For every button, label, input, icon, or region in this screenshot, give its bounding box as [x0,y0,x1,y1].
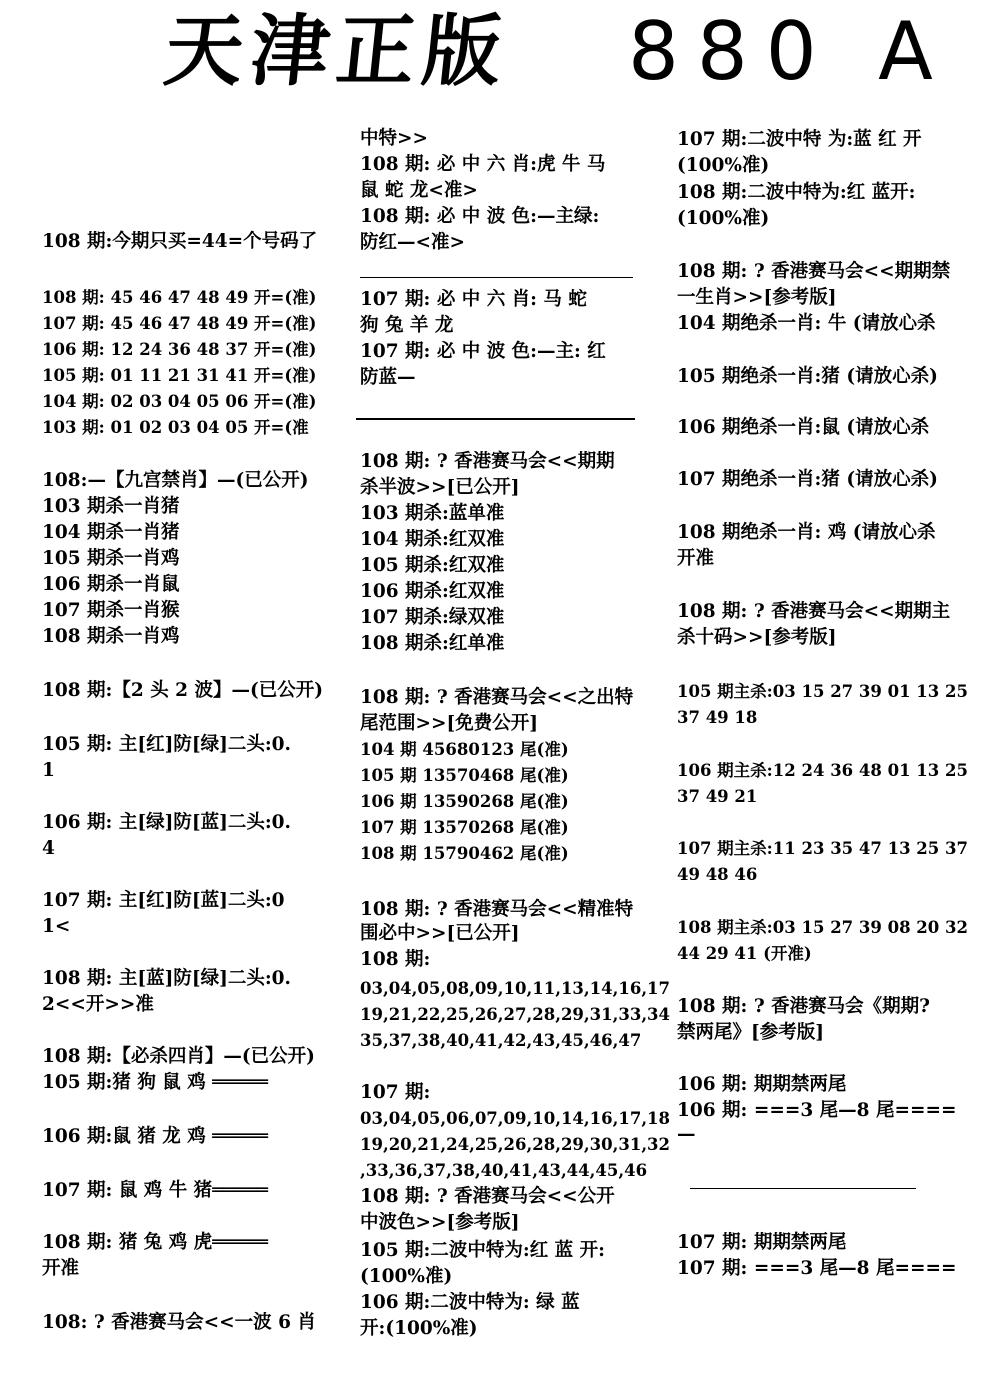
text-line: 108 期杀一肖鸡 [42,626,180,647]
page-title [0,4,987,100]
text-line: 108 期:二波中特为:红 蓝开: [677,182,916,203]
text-line: 107 期绝杀一肖:猪 (请放心杀) [677,469,938,490]
text-line: ,33,36,37,38,40,41,43,44,45,46 [360,1161,648,1180]
text-line: 108 期: ? 香港赛马会<<期期禁 [677,261,951,282]
text-line: 105 期: 01 11 21 31 41 开=(准) [42,366,317,385]
text-line: (100%准) [360,1266,453,1287]
text-line: 4 [42,838,55,859]
text-line: 107 期: 必 中 波 色:—主: 红 [360,341,606,362]
text-line: 106 期杀:红双准 [360,581,505,602]
text-line: 105 期绝杀一肖:猪 (请放心杀) [677,366,938,387]
text-line: 中特>> [360,128,429,149]
text-line: 105 期杀:红双准 [360,555,505,576]
text-line: (100%准) [677,155,770,176]
text-line: 开准 [677,548,715,569]
text-line: 37 49 21 [677,787,758,806]
text-line: 107 期: ===3 尾—8 尾==== [677,1258,957,1279]
text-line: 开:(100%准) [360,1318,478,1339]
title-code: 880 A [628,5,951,98]
text-line: 108: ? 香港赛马会<<一波 6 肖 [42,1312,316,1333]
text-line: 108 期:【2 头 2 波】—(已公开) [42,680,323,701]
text-line: 鼠 蛇 龙<准> [360,180,478,201]
text-line: 107 期 13570268 尾(准) [360,818,569,837]
text-line: 104 期: 02 03 04 05 06 开=(准) [42,392,317,411]
text-line: 107 期杀:绿双准 [360,607,505,628]
text-line: 105 期:二波中特为:红 蓝 开: [360,1240,605,1261]
text-line: 105 期主杀:03 15 27 39 01 13 25 [677,682,968,701]
text-line: 108 期: ? 香港赛马会<<精准特 [360,899,634,920]
text-line: 35,37,38,40,41,42,43,45,46,47 [360,1031,642,1050]
text-line: 108 期: ? 香港赛马会<<期期 [360,451,615,472]
text-line: 108 期:今期只买=44=个号码了 [42,231,318,252]
text-line: 106 期: ===3 尾—8 尾==== [677,1100,957,1121]
text-line: 107 期: 鼠 鸡 牛 猪═════ [42,1180,268,1201]
text-line: 狗 兔 羊 龙 [360,315,454,336]
text-line: 19,21,22,25,26,27,28,29,31,33,34 [360,1005,671,1024]
text-line: 防蓝— [360,367,416,388]
text-line: 107 期主杀:11 23 35 47 13 25 37 [677,839,968,858]
text-line: 围必中>>[已公开] [360,923,520,944]
text-line: 108 期: 必 中 波 色:—主绿: [360,206,600,227]
text-line: 1 [42,760,55,781]
section-divider [360,277,633,278]
text-line: 108 期: 45 46 47 48 49 开=(准) [42,288,317,307]
text-line: 106 期绝杀一肖:鼠 (请放心杀 [677,417,930,438]
text-line: 106 期: 期期禁两尾 [677,1074,847,1095]
text-line: 19,20,21,24,25,26,28,29,30,31,32 [360,1135,671,1154]
text-line: 108 期: ? 香港赛马会<<期期主 [677,601,951,622]
text-line: 49 48 46 [677,865,758,884]
text-line: 108 期: ? 香港赛马会<<公开 [360,1186,615,1207]
text-line: 中波色>>[参考版] [360,1212,520,1233]
text-line: 108 期绝杀一肖: 鸡 (请放心杀 [677,522,936,543]
text-line: 107 期杀一肖猴 [42,600,180,621]
text-line: 106 期: 12 24 36 48 37 开=(准) [42,340,317,359]
text-line: 105 期: 主[红]防[绿]二头:0. [42,734,291,755]
text-line: 103 期: 01 02 03 04 05 开=(准 [42,418,309,437]
text-line: 105 期 13570468 尾(准) [360,766,569,785]
text-line: 杀十码>>[参考版] [677,627,837,648]
text-line: 44 29 41 (开准) [677,944,812,963]
text-line: 107 期: 主[红]防[蓝]二头:0 [42,890,285,911]
text-line: 杀半波>>[已公开] [360,477,520,498]
section-divider [690,1188,916,1189]
title-chinese: 天津正版 [160,6,514,97]
text-line: 防红—<准> [360,232,466,253]
text-line: 108 期:【必杀四肖】—(已公开) [42,1046,315,1067]
text-line: 开准 [42,1258,80,1279]
text-line: 108 期主杀:03 15 27 39 08 20 32 [677,918,968,937]
text-line: 一生肖>>[参考版] [677,287,837,308]
text-line: — [677,1124,696,1145]
text-line: 107 期: 期期禁两尾 [677,1232,847,1253]
text-line: 108 期: 必 中 六 肖:虎 牛 马 [360,154,606,175]
text-line: 104 期 45680123 尾(准) [360,740,569,759]
text-line: 2<<开>>准 [42,994,154,1015]
text-line: 03,04,05,06,07,09,10,14,16,17,18 [360,1109,671,1128]
text-line: 108:—【九宫禁肖】—(已公开) [42,470,309,491]
text-line: 107 期:二波中特 为:蓝 红 开 [677,129,922,150]
text-line: 108 期: ? 香港赛马会<<之出特 [360,687,634,708]
text-line: 104 期杀一肖猪 [42,522,180,543]
text-line: 37 49 18 [677,708,758,727]
text-line: 108 期: 猪 兔 鸡 虎═════ [42,1232,268,1253]
text-line: 106 期:二波中特为: 绿 蓝 [360,1292,580,1313]
text-line: 禁两尾》[参考版] [677,1022,825,1043]
text-line: 103 期杀一肖猪 [42,496,180,517]
text-line: 105 期:猪 狗 鼠 鸡 ═════ [42,1072,268,1093]
text-line: 1< [42,916,71,937]
text-line: 104 期杀:红双准 [360,529,505,550]
text-line: 03,04,05,08,09,10,11,13,14,16,17 [360,979,671,998]
text-line: 尾范围>>[免费公开] [360,713,539,734]
text-line: 108 期: ? 香港赛马会《期期? [677,996,930,1017]
text-line: 108 期: [360,949,431,970]
text-line: 103 期杀:蓝单准 [360,503,505,524]
text-line: 106 期杀一肖鼠 [42,574,180,595]
text-line: 108 期: 主[蓝]防[绿]二头:0. [42,968,291,989]
text-line: 106 期: 主[绿]防[蓝]二头:0. [42,812,291,833]
text-line: 104 期绝杀一肖: 牛 (请放心杀 [677,313,936,334]
text-line: 108 期杀:红单准 [360,633,505,654]
text-line: 107 期: [360,1082,431,1103]
text-line: (100%准) [677,208,770,229]
section-divider [356,418,635,420]
text-line: 106 期主杀:12 24 36 48 01 13 25 [677,761,968,780]
text-line: 105 期杀一肖鸡 [42,548,180,569]
text-line: 107 期: 必 中 六 肖: 马 蛇 [360,289,587,310]
text-line: 106 期 13590268 尾(准) [360,792,569,811]
text-line: 108 期 15790462 尾(准) [360,844,569,863]
text-line: 107 期: 45 46 47 48 49 开=(准) [42,314,317,333]
text-line: 106 期:鼠 猪 龙 鸡 ═════ [42,1126,268,1147]
